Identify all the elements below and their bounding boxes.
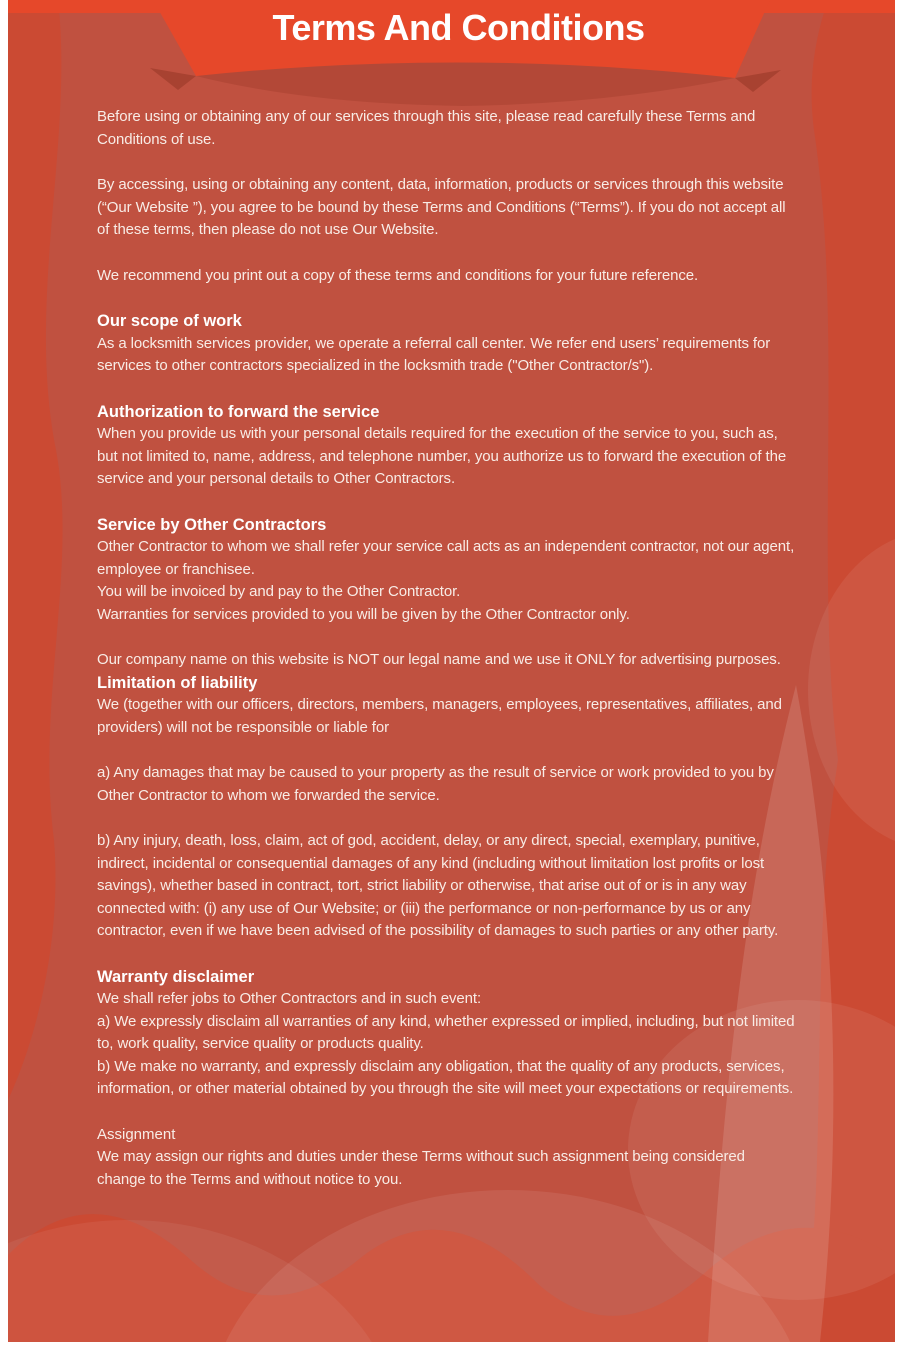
paragraph: Warranties for services provided to you will be given by the Other Contractor only. bbox=[97, 605, 630, 623]
section-heading: Assignment bbox=[97, 1125, 176, 1143]
paragraph: Before using or obtaining any of our services through this site, please read carefully these Terms and Conditions of use. bbox=[97, 108, 756, 148]
paragraph: b) We make no warranty, and expressly disclaim any obligation, that the quality of any products, services, information, or other material obtained by you through the site will meet your expectations or requirements. bbox=[97, 1057, 794, 1097]
ribbon-fold-right bbox=[735, 70, 781, 92]
light-glow-right-shape bbox=[808, 530, 895, 850]
section-heading: Service by Other Contractors bbox=[97, 515, 327, 534]
page-title: Terms And Conditions bbox=[272, 7, 645, 48]
paragraph: a) We expressly disclaim all warranties of any kind, whether expressed or implied, including, but not limited to, work quality, service quality or products quality. bbox=[97, 1012, 795, 1052]
paragraph: When you provide us with your personal details required for the execution of the service to you, such as, but not limited to, name, address, and telephone number, you authorize us to forward the execution of the service and your personal details to Other Contractors. bbox=[97, 425, 787, 487]
section-heading: Our scope of work bbox=[97, 312, 242, 330]
paragraph: Our company name on this website is NOT our legal name and we use it ONLY for advertising purposes. bbox=[97, 651, 781, 668]
paragraph: By accessing, using or obtaining any content, data, information, products or services through this website (“Our Website ”), you agree to be bound by these Terms and Conditions (“Terms”). If you do not accept all of these terms, then please do not use Our Website. bbox=[97, 176, 786, 238]
terms-content bbox=[97, 106, 797, 1191]
paragraph: We recommend you print out a copy of these terms and conditions for your future reference. bbox=[97, 266, 699, 284]
paragraph: We may assign our rights and duties under these Terms without such assignment being considered change to the Terms and without notice to you. bbox=[97, 1148, 745, 1188]
section-heading: Warranty disclaimer bbox=[97, 967, 255, 986]
poster-canvas bbox=[8, 0, 895, 1342]
paragraph: We shall refer jobs to Other Contractors and in such event: bbox=[97, 990, 482, 1007]
section-heading: Authorization to forward the service bbox=[97, 402, 380, 421]
paragraph: b) Any injury, death, loss, claim, act of god, accident, delay, or any direct, special, exemplary, punitive, indirect, incidental or consequential damages of any kind (including without limitation lost profits or lost savings), whether based in contract, tort, strict liability or otherwise, that arise out of or is in any way connected with: (i) any use of Our Website; or (iii) the performance or non-performance by us or any contractor, even if we have been advised of the possibility of damages to such parties or any other party. bbox=[97, 832, 779, 939]
ribbon-fold-left bbox=[150, 68, 196, 90]
left-flame-shape bbox=[8, 0, 63, 1100]
paragraph: We (together with our officers, directors, members, managers, employees, representatives, affiliates, and providers) will not be responsible or liable for bbox=[97, 696, 782, 736]
paragraph: As a locksmith services provider, we operate a referral call center. We refer end users’ requirements for services to other contractors specialized in the locksmith trade ("Other Contractor/s"). bbox=[97, 334, 771, 374]
section-heading: Limitation of liability bbox=[97, 673, 258, 692]
paragraph: You will be invoiced by and pay to the Other Contractor. bbox=[97, 583, 461, 600]
paragraph: a) Any damages that may be caused to your property as the result of service or work provided to you by Other Contractor to whom we forwarded the service. bbox=[97, 764, 774, 804]
paragraph: Other Contractor to whom we shall refer your service call acts as an independent contractor, not our agent, employee or franchisee. bbox=[97, 538, 795, 578]
